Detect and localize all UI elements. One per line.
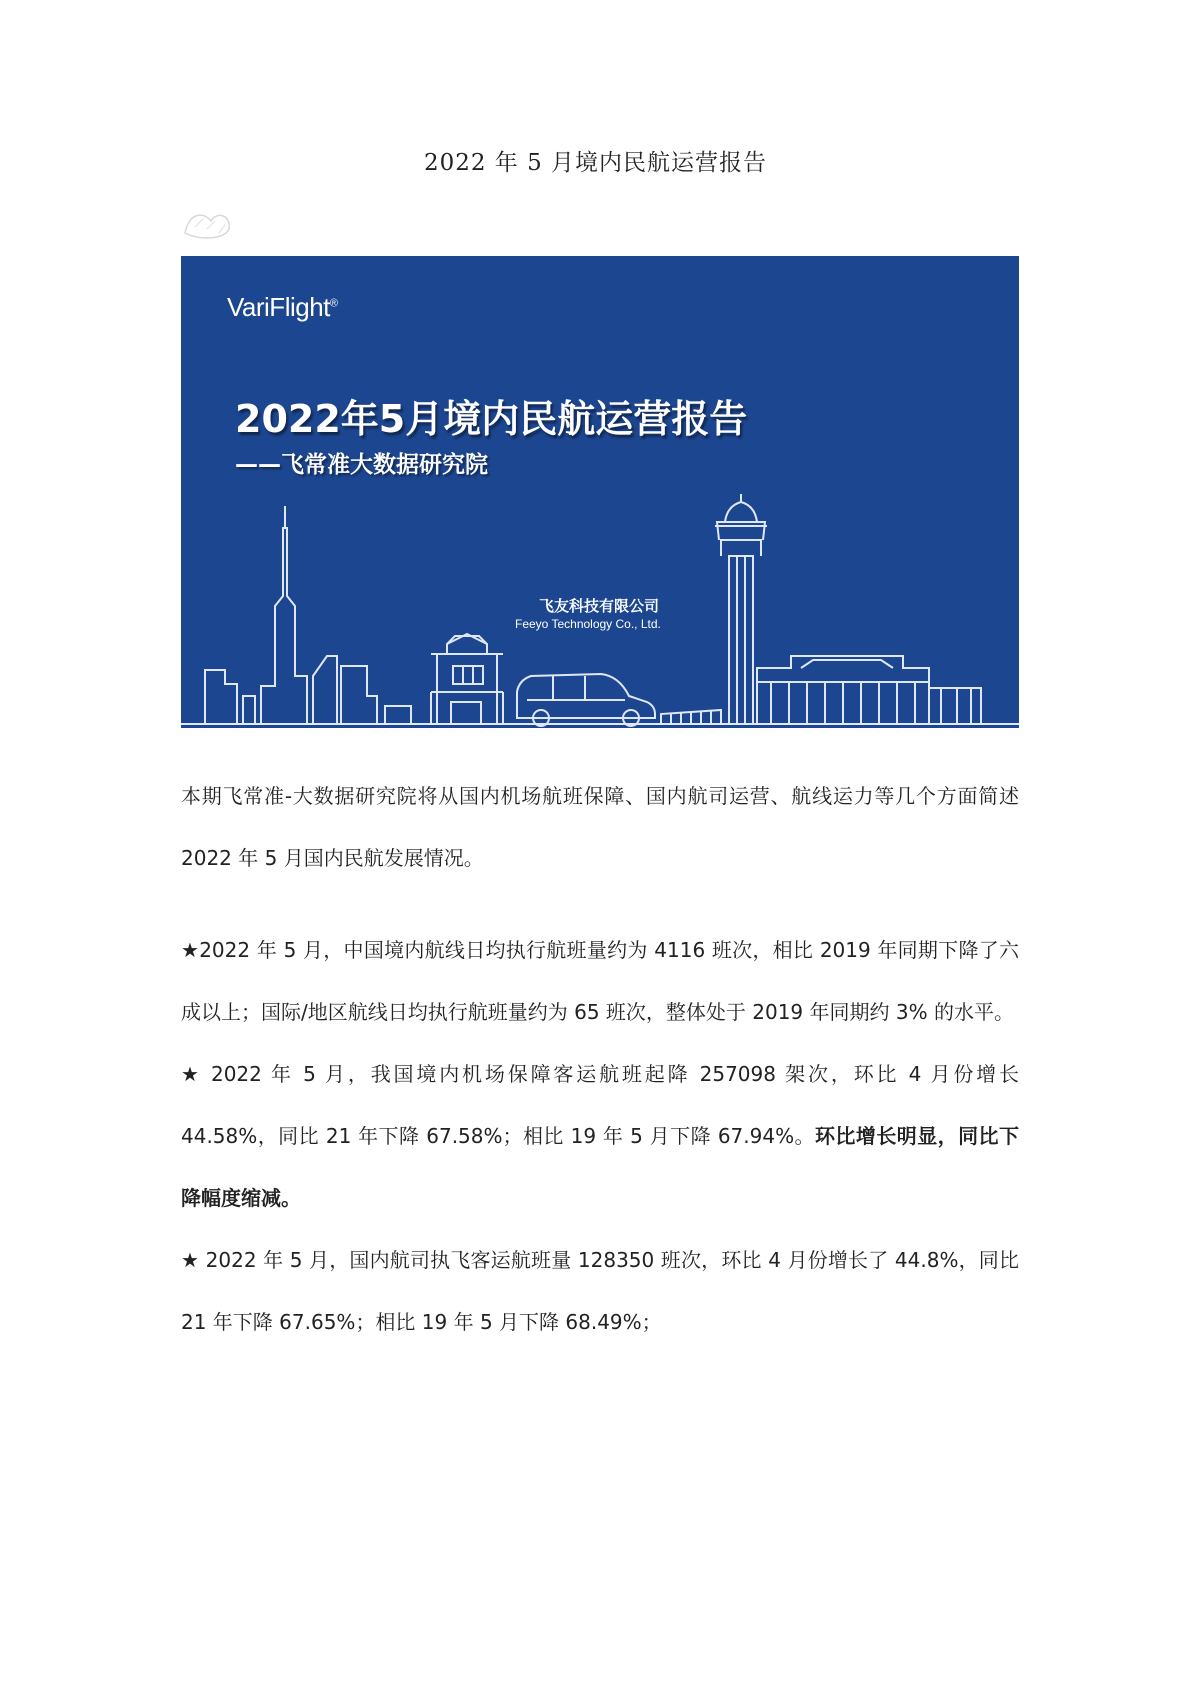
point-flight-volume: ★2022 年 5 月，中国境内航线日均执行航班量约为 4116 班次，相比 2019 年同期下降了六成以上；国际/地区航线日均执行航班量约为 65 班次，整体处于 2019 年同期约 3% 的水平。 [181, 938, 1019, 1024]
point-airport-movements-text: ★ 2022 年 5 月，我国境内机场保障客运航班起降 257098 架次，环比 4 月份增长 44.58%，同比 21 年下降 67.58%；相比 19 年 5 月下降 67.94%。 [181, 1062, 1019, 1148]
page-title: 2022 年 5 月境内民航运营报告 [423, 150, 768, 176]
point-airport-movements-highlight: 环比增长明显，同比下降幅度缩减。 [181, 1124, 1020, 1210]
intro-paragraph: 本期飞常准-大数据研究院将从国内机场航班保障、国内航司运营、航线运力等几个方面简述 2022 年 5 月国内民航发展情况。 [181, 784, 1019, 870]
point-airline-flights: ★ 2022 年 5 月，国内航司执飞客运航班量 128350 班次，环比 4 月份增长了 44.8%，同比 21 年下降 67.65%；相比 19 年 5 月下降 68.49%； [181, 1248, 1019, 1334]
city-skyline-illustration [181, 256, 1019, 728]
point-airport-movements [181, 1043, 1019, 1229]
report-body [181, 765, 1019, 1353]
banner-title: 2022年5月境内民航运营报告 [235, 397, 748, 441]
variflight-logo: VariFlight® [227, 292, 338, 322]
banner-subtitle: ——飞常准大数据研究院 [235, 452, 488, 478]
stamp-icon [181, 205, 241, 243]
cover-banner [181, 256, 1019, 728]
company-name-en: Feeyo Technology Co., Ltd. [515, 617, 661, 631]
company-name-cn: 飞友科技有限公司 [539, 597, 660, 615]
